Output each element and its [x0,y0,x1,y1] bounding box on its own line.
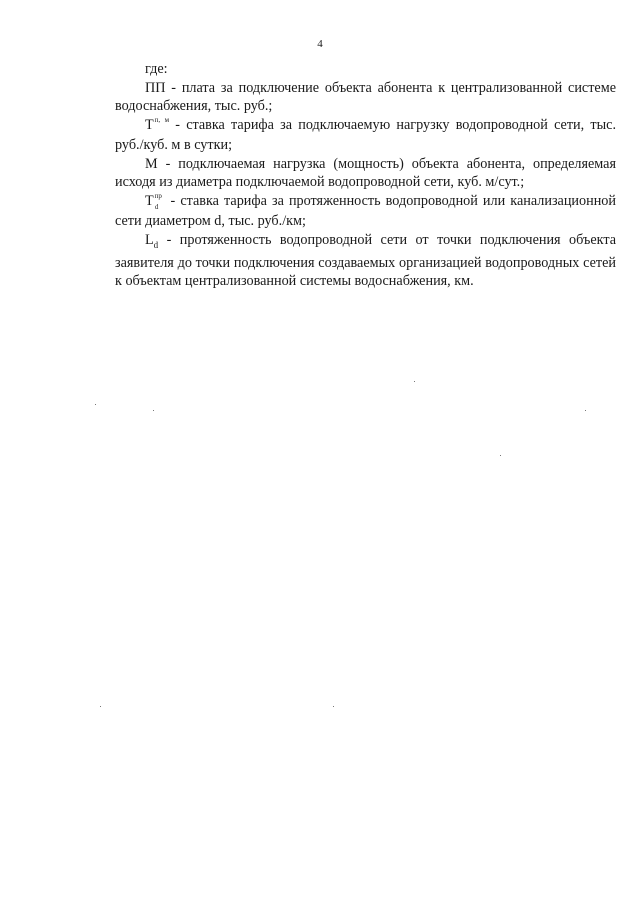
scan-speck [153,410,154,411]
definition-t-pr-symbol: Т [145,193,154,209]
page-number: 4 [317,38,323,50]
scan-speck [414,381,415,382]
definition-t-pm-superscript: п, м [154,116,170,124]
definition-t-pm-text: - ставка тарифа за подключаемую нагрузку водопроводной сети, тыс. руб./куб. м в сутки; [115,117,616,153]
scan-speck [585,410,586,411]
definition-ld-text: - протяженность водопроводной сети от точки подключения объекта заявителя до точки подключения создаваемых организацией водопроводных сетей к объектам централизованной системы водоснабжения, км. [115,232,616,289]
definition-m-symbol: М [145,156,158,172]
document-body [115,60,616,291]
definition-m [115,155,616,191]
definition-ld [115,231,616,290]
definition-ld-symbol: L [145,232,154,248]
scan-speck [95,404,96,405]
scan-speck [100,706,101,707]
definition-m-text: - подключаемая нагрузка (мощность) объекта абонента, определяемая исходя из диаметра подключаемой водопроводной сети, куб. м/сут.; [115,156,616,190]
definition-t-pm [115,116,616,154]
definition-t-pr-subscript: d [154,203,159,211]
definition-ld-subscript: d [153,239,159,250]
definition-t-pr-superscript: пр [154,192,162,200]
definition-t-pr-text: - ставка тарифа за протяженность водопроводной или канализационной сети диаметром d, тыс. руб./км; [115,193,616,229]
definition-pp [115,79,616,115]
intro-text: где: [145,61,168,77]
scan-speck [500,455,501,456]
definition-t-pr [115,192,616,230]
definition-pp-text: - плата за подключение объекта абонента к централизованной системе водоснабжения, тыс. руб.; [115,80,616,114]
scan-speck [333,706,334,707]
definition-t-pm-symbol: Т [145,117,154,133]
definition-pp-symbol: ПП [145,80,166,96]
